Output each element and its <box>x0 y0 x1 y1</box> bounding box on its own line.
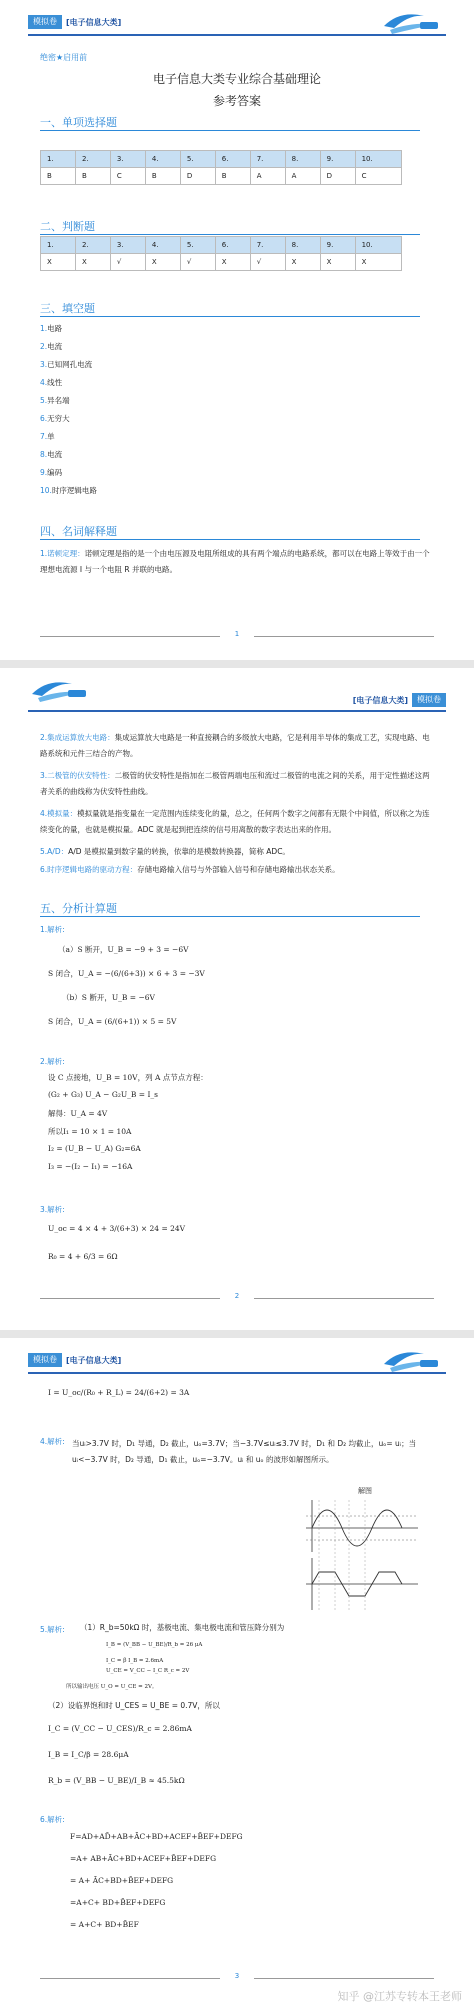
q5-part2: （2）设临界饱和时 U_CES = U_BE = 0.7V，所以 <box>48 1701 220 1710</box>
fill-item-4: 4.线性 <box>40 378 63 387</box>
q2-line: (G₂ + G₃) U_A − G₂U_B = I_s <box>48 1090 159 1099</box>
logo <box>380 1344 442 1374</box>
table-cell: X <box>41 254 76 271</box>
logo-icon <box>28 674 90 704</box>
judge-answer-table <box>40 236 402 271</box>
table-cell: X <box>355 254 401 271</box>
table-cell: 8. <box>285 237 320 254</box>
table-cell: 7. <box>250 237 285 254</box>
term-analog: 4.模拟量：模拟量就是指变量在一定范围内连续变化的量，总之，任何两个数字之间都有无限个中间值，所以称之为连续变化的量，也就是模拟量。ADC 就是起到把连续的信号用离散的数字表达出来的作用。 <box>40 809 430 834</box>
term-sequential: 6.时序逻辑电路的驱动方程：存储电路输入信号与外部输入信号和存储电路输出状态关系。 <box>40 865 340 874</box>
category-label: [电子信息大类] <box>66 17 122 27</box>
exam-type-badge: 模拟卷 <box>28 15 62 29</box>
table-cell: D <box>180 168 215 185</box>
table-cell: 7. <box>250 151 285 168</box>
page-1 <box>0 0 474 660</box>
table-cell: B <box>41 168 76 185</box>
section-title-calc: 五、分析计算题 <box>40 902 117 915</box>
table-cell: X <box>215 254 250 271</box>
q5-formula: I_C = β I_B = 2.6mA <box>106 1658 164 1664</box>
table-cell: 10. <box>355 237 401 254</box>
term-ad: 5.A/D：A/D 是模拟量到数字量的转换，依靠的是模数转换器，简称 ADC。 <box>40 847 290 856</box>
q5-formula: U_CE = V_CC − I_C R_c = 2V <box>106 1668 190 1674</box>
term-diode: 3.二极管的伏安特性：二极管的伏安特性是指加在二极管两端电压和流过二极管的电流之间的关系，用于定性描述这两者关系的曲线称为伏安特性曲线。 <box>40 771 430 796</box>
q6-line: =A+ AB+ĀC+BD+ACEF+B̄EF+DEFG <box>70 1854 217 1863</box>
fill-item-2: 2.电流 <box>40 342 63 351</box>
q3-label: 3.解析: <box>40 1205 65 1214</box>
page-footer <box>40 1292 434 1304</box>
q6-line: = A+C+ BD+B̄EF <box>70 1920 139 1929</box>
table-row <box>41 254 402 271</box>
q6-label: 6.解析: <box>40 1815 65 1824</box>
q2-line: I₃ = −(I₂ − I₁) = −16A <box>48 1162 133 1171</box>
page-3 <box>0 1338 474 2010</box>
fill-item-5: 5.异名端 <box>40 396 70 405</box>
logo-icon <box>380 1344 442 1374</box>
q3-line: R₀ = 4 + 6/3 = 6Ω <box>48 1252 118 1261</box>
table-cell: 2. <box>75 151 110 168</box>
q2-line: 设 C 点接地，U_B = 10V，列 A 点节点方程： <box>48 1073 208 1082</box>
table-cell: 5. <box>180 237 215 254</box>
fill-item-1: 1.电路 <box>40 324 63 333</box>
table-cell: 6. <box>215 151 250 168</box>
q5-formula: 所以输出电压 U_O = U_CE = 2V。 <box>66 1684 158 1690</box>
section-title-choice: 一、单项选择题 <box>40 116 117 129</box>
q2-line: 所以I₁ = 10 × 1 = 10A <box>48 1127 132 1136</box>
table-cell: X <box>75 254 110 271</box>
q6-line: F=AD+AD̄+AB+ĀC+BD+ACEF+B̄EF+DEFG <box>70 1832 243 1841</box>
table-cell: B <box>215 168 250 185</box>
table-cell: 2. <box>75 237 110 254</box>
header-divider <box>28 1372 446 1374</box>
table-cell: 4. <box>145 151 180 168</box>
doc-subtitle: 参考答案 <box>212 94 261 108</box>
q4-text: 当uᵢ>3.7V 时，D₁ 导通，D₂ 截止，uₒ=3.7V；当−3.7V≤uᵢ≤3.7V 时，D₁ 和 D₂ 均截止，uₒ= uᵢ；当uᵢ<−3.7V 时，D₂ 导通，D₁ 截止，uₒ=−3.7V。uᵢ 和 uₒ 的波形如解图所示。 <box>72 1439 417 1464</box>
q2-label: 2.解析: <box>40 1057 65 1066</box>
page-number: 2 <box>234 1292 240 1300</box>
q5-part1: （1）R_b=50kΩ 时，基极电流、集电极电流和管压降分别为 <box>80 1623 285 1632</box>
fill-item-8: 8.电流 <box>40 450 63 459</box>
section-divider <box>40 316 420 317</box>
fill-item-6: 6.无穷大 <box>40 414 70 423</box>
category-label: [电子信息大类] <box>66 1355 122 1365</box>
page-footer <box>40 1972 434 1984</box>
logo <box>28 674 90 704</box>
header-divider <box>28 710 446 712</box>
table-cell: √ <box>180 254 215 271</box>
table-cell: 4. <box>145 237 180 254</box>
table-cell: C <box>355 168 401 185</box>
exam-type-badge: 模拟卷 <box>412 693 446 707</box>
table-cell: 3. <box>110 151 145 168</box>
table-cell: 10. <box>355 151 401 168</box>
table-cell: X <box>320 254 355 271</box>
q5-formula: I_B = (V_BB − U_BE)/R_b = 26 μA <box>106 1642 203 1648</box>
page-number: 3 <box>234 1972 240 1980</box>
table-cell: 6. <box>215 237 250 254</box>
table-cell: 9. <box>320 151 355 168</box>
watermark: 知乎 @江苏专转本王老师 <box>337 1990 462 2003</box>
q3-line: I = U_oc/(R₀ + R_L) = 24/(6+2) = 3A <box>48 1388 190 1397</box>
q6-line: =A+C+ BD+B̄EF+DEFG <box>70 1898 166 1907</box>
figure-caption: 解图 <box>358 1487 372 1495</box>
choice-answer-table <box>40 150 402 185</box>
section-divider <box>40 130 420 131</box>
logo-icon <box>380 6 442 36</box>
table-cell: 1. <box>41 151 76 168</box>
section-title-fill: 三、填空题 <box>40 302 95 315</box>
q1-line: （b）S 断开，U_B = −6V <box>62 993 155 1002</box>
confidential-label: 绝密★启用前 <box>40 53 88 62</box>
header-divider <box>28 34 446 36</box>
table-cell: B <box>145 168 180 185</box>
table-cell: D <box>320 168 355 185</box>
page-number: 1 <box>234 630 240 638</box>
waveform-figure <box>292 1496 422 1614</box>
q1-line: （a）S 断开，U_B = −9 + 3 = −6V <box>58 945 189 954</box>
table-cell: 8. <box>285 151 320 168</box>
table-cell: A <box>250 168 285 185</box>
fill-item-7: 7.单 <box>40 432 55 441</box>
section-divider <box>40 234 420 235</box>
table-row <box>41 237 402 254</box>
q2-line: I₂ = (U_B − U_A) G₂=6A <box>48 1144 141 1153</box>
header-tag <box>28 1352 121 1368</box>
q5-line: R_b = (V_BB − U_BE)/I_B ≈ 45.5kΩ <box>48 1776 185 1785</box>
q5-label: 5.解析: <box>40 1625 65 1634</box>
header-tag <box>28 14 121 30</box>
section-divider <box>40 916 420 917</box>
section-title-judge: 二、判断题 <box>40 220 95 233</box>
q2-line: 解得：U_A = 4V <box>48 1109 108 1118</box>
table-cell: 5. <box>180 151 215 168</box>
page-footer <box>40 630 434 642</box>
fill-item-3: 3.已知网孔电流 <box>40 360 93 369</box>
term-norton: 1.诺顿定理：诺顿定理是指的是一个由电压源及电阻所组成的具有两个端点的电路系统，都可以在电路上等效于由一个理想电流源 I 与一个电阻 R 并联的电路。 <box>40 549 430 574</box>
q1-label: 1.解析: <box>40 925 65 934</box>
fill-item-10: 10.时序逻辑电路 <box>40 486 97 495</box>
logo <box>380 6 442 36</box>
exam-type-badge: 模拟卷 <box>28 1353 62 1367</box>
page-2 <box>0 668 474 1330</box>
section-title-terms: 四、名词解释题 <box>40 525 117 538</box>
q5-line: I_C = (V_CC − U_CES)/R_c = 2.86mA <box>48 1724 192 1733</box>
q1-line: S 闭合，U_A = (6/(6+1)) × 5 = 5V <box>48 1017 177 1026</box>
table-cell: √ <box>110 254 145 271</box>
table-cell: 1. <box>41 237 76 254</box>
q5-line: I_B = I_C/β = 28.6μA <box>48 1750 129 1759</box>
fill-item-9: 9.编码 <box>40 468 63 477</box>
table-cell: A <box>285 168 320 185</box>
term-opamp: 2.集成运算放大电路：集成运算放大电路是一种直接耦合的多级放大电路，它是利用半导体的集成工艺，实现电路、电路系统和元件三结合的产物。 <box>40 733 430 758</box>
table-cell: 9. <box>320 237 355 254</box>
q4-label: 4.解析: <box>40 1437 65 1446</box>
header-tag <box>349 692 446 708</box>
category-label: [电子信息大类] <box>352 695 408 705</box>
q3-line: U_oc = 4 × 4 + 3/(6+3) × 24 = 24V <box>48 1224 186 1233</box>
q1-line: S 闭合，U_A = −(6/(6+3)) × 6 + 3 = −3V <box>48 969 205 978</box>
table-cell: 3. <box>110 237 145 254</box>
doc-title: 电子信息大类专业综合基础理论 <box>152 72 321 86</box>
table-cell: B <box>75 168 110 185</box>
table-cell: X <box>145 254 180 271</box>
table-row <box>41 151 402 168</box>
table-cell: C <box>110 168 145 185</box>
table-row <box>41 168 402 185</box>
q6-line: = A+ ĀC+BD+B̄EF+DEFG <box>70 1876 174 1885</box>
section-divider <box>40 539 420 540</box>
table-cell: √ <box>250 254 285 271</box>
table-cell: X <box>285 254 320 271</box>
